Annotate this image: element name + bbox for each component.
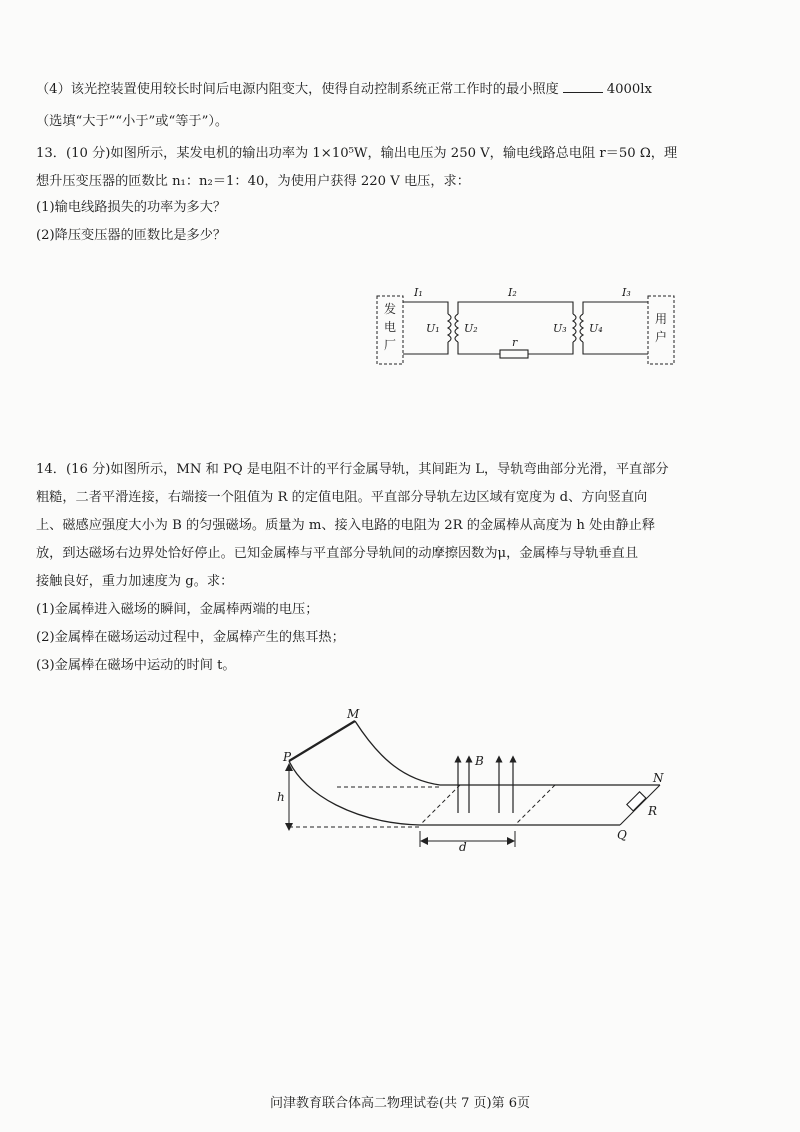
q13-circuit-diagram [370,280,680,370]
q13-stem-line1: 13．(10 分)如图所示，某发电机的输出功率为 1×10⁵W，输出电压为 250 V，输电线路总电阻 r＝50 Ω，理 [36,146,678,161]
step-down-primary-coil [573,314,576,342]
label-N: N [653,771,664,785]
q13-stem-line2: 想升压变压器的匝数比 n₁：n₂＝1：40，为使用户获得 220 V 电压，求： [36,174,470,189]
field-left-edge [420,785,460,825]
answer-blank [563,81,603,93]
q14-stem-line4: 放，到达磁场右边界处恰好停止。已知金属棒与平直部分导轨间的动摩擦因数为μ，金属棒与导轨垂直且 [36,546,639,561]
q14-stem-line3: 上、磁感应强度大小为 B 的匀强磁场。质量为 m、接入电路的电阻为 2R 的金属棒从高度为 h 处由静止释 [36,518,656,533]
q14-sub1: (1)金属棒进入磁场的瞬间，金属棒两端的电压； [36,602,319,617]
label-U3: U₃ [553,322,567,335]
user-char-2: 户 [654,330,668,344]
step-down-secondary-coil [580,314,583,342]
q14-stem-line2: 粗糙，二者平滑连接，右端接一个阻值为 R 的定值电阻。平直部分导轨左边区域有宽度为 d、方向竖直向 [36,490,648,505]
label-d: d [459,840,467,854]
label-P: P [283,750,292,764]
generator-char-3: 厂 [383,338,397,352]
label-B: B [475,754,484,768]
label-U1: U₁ [426,322,440,335]
q14-sub3: (3)金属棒在磁场中运动的时间 t。 [36,658,236,673]
q12-part4-line [36,78,652,97]
label-I3: I₃ [622,286,631,299]
q13-sub2: (2)降压变压器的匝数比是多少？ [36,228,227,243]
step-up-secondary-coil [455,314,458,342]
line-resistor [500,350,528,358]
label-Q: Q [617,828,627,842]
q12-part4-hint: （选填“大于”“小于”或“等于”）。 [36,114,229,129]
user-char-1: 用 [654,312,668,326]
q14-stem-line1: 14．(16 分)如图所示，MN 和 PQ 是电阻不计的平行金属导轨，其间距为 L，导轨弯曲部分光滑，平直部分 [36,462,669,477]
label-r: r [512,336,518,349]
generator-char-2: 电 [383,320,397,334]
q14-stem-line5: 接触良好，重力加速度为 g。求： [36,574,234,589]
field-right-edge [515,785,555,825]
q13-sub1: (1)输电线路损失的功率为多大？ [36,200,227,215]
resistor-R [627,792,646,811]
page-footer: 问津教育联合体高二物理试卷(共 7 页)第 6页 [269,1096,531,1111]
rail-PQ [289,761,620,825]
metal-bar [289,721,355,761]
q12-part4-value: 4000lx [606,82,652,97]
generator-char-1: 发 [383,302,397,316]
label-h: h [277,790,285,804]
label-M: M [347,707,360,721]
q14-sub2: (2)金属棒在磁场运动过程中，金属棒产生的焦耳热； [36,630,345,645]
label-I2: I₂ [508,286,517,299]
step-up-primary-coil [448,314,451,342]
label-U2: U₂ [464,322,478,335]
rail-MN [355,721,660,785]
label-U4: U₄ [589,322,603,335]
q14-rail-diagram [275,705,670,855]
label-I1: I₁ [414,286,423,299]
q12-part4-text: （4）该光控装置使用较长时间后电源内阻变大，使得自动控制系统正常工作时的最小照度 [36,82,559,97]
label-R: R [648,804,658,818]
